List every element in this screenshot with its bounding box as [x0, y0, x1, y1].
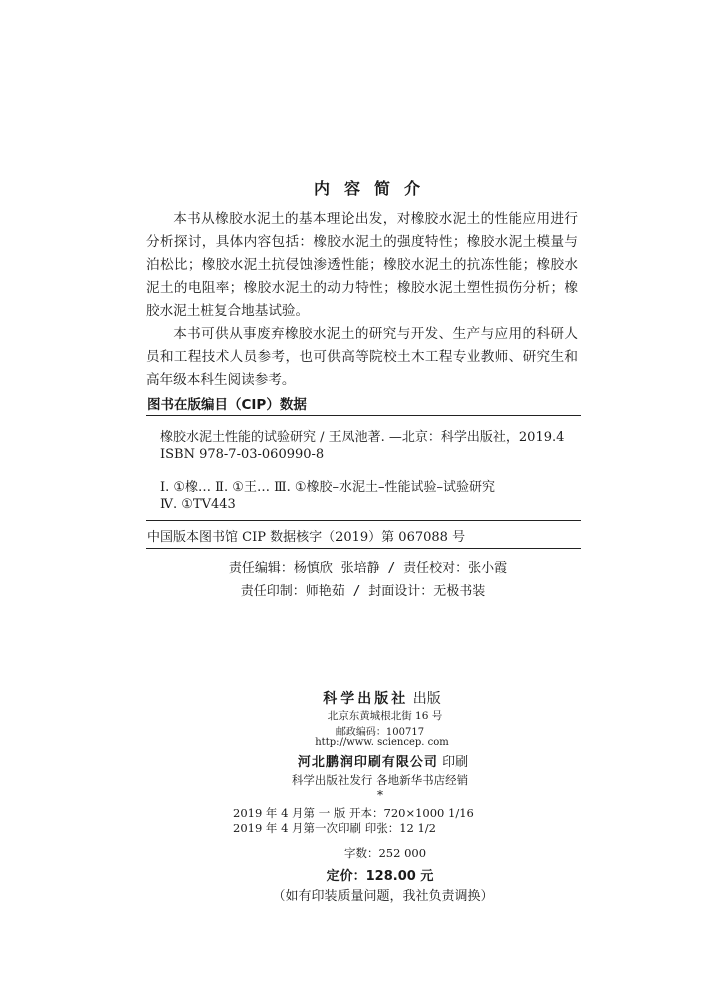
publisher-logo-text: 科学出版社	[323, 691, 409, 707]
summary-paragraph-1: 本书从橡胶水泥土的基本理论出发，对橡胶水泥土的性能应用进行分析探讨，具体内容包括：橡胶水泥土的强度特性；橡胶水泥土模量与泊松比；橡胶水泥土抗侵蚀渗透性能；橡胶水泥土的抗冻性能；橡胶水泥土的电阻率；橡胶水泥土的动力特性；橡胶水泥土塑性损伤分析；橡胶水泥土桩复合地基试验。	[146, 211, 578, 319]
staff-production: 责任印制：师艳茹 / 封面设计：无极书装	[240, 584, 486, 599]
staff-editors: 责任编辑：杨慎欣 张培静 / 责任校对：张小霞	[228, 561, 508, 576]
cip-record-number: 中国版本图书馆 CIP 数据核字（2019）第 067088 号	[147, 530, 466, 545]
printing-line: 2019 年 4 月第一次印刷 印张：12 1/2	[233, 821, 437, 835]
summary-paragraph-2: 本书可供从事废弃橡胶水泥土的研究与开发、生产与应用的科研人员和工程技术人员参考，也可供高等院校土木工程专业教师、研究生和高年级本科生阅读参考。	[146, 326, 578, 388]
cip-heading: 图书在版编目（CIP）数据	[147, 397, 307, 413]
edition-line: 2019 年 4 月第 一 版 开本：720×1000 1/16	[233, 806, 474, 820]
cip-rule-middle	[146, 520, 581, 521]
cip-isbn: ISBN 978-7-03-060990-8	[160, 447, 325, 462]
price: 定价：128.00 元	[326, 869, 434, 884]
cip-rule-top	[146, 415, 581, 416]
printer-suffix: 印刷	[442, 755, 469, 770]
quality-notice: （如有印装质量问题，我社负责调换）	[272, 889, 494, 904]
publisher-postcode: 邮政编码：100717	[335, 727, 425, 738]
printer-line	[0, 751, 720, 770]
cip-title-line: 橡胶水泥土性能的试验研究 / 王凤池著. —北京：科学出版社，2019.4	[160, 430, 565, 445]
summary-body	[146, 208, 578, 392]
cip-rule-bottom	[146, 548, 581, 549]
publisher-line	[0, 688, 720, 708]
printer-name: 河北鹏润印刷有限公司	[297, 755, 438, 770]
publisher-address: 北京东黄城根北街 16 号	[327, 710, 443, 722]
word-count: 字数：252 000	[343, 846, 427, 860]
cip-subjects: Ⅰ. ①橡… Ⅱ. ①王… Ⅲ. ①橡胶–水泥土–性能试验–试验研究	[160, 480, 496, 495]
publisher-suffix: 出版	[412, 691, 441, 707]
distribution-line: 科学出版社发行 各地新华书店经销	[291, 773, 469, 787]
separator-star: *	[377, 788, 383, 802]
cip-classification: Ⅳ. ①TV443	[160, 497, 236, 512]
publisher-url: http://www. sciencep. com	[315, 737, 449, 748]
summary-title: 内容简介	[313, 179, 434, 198]
